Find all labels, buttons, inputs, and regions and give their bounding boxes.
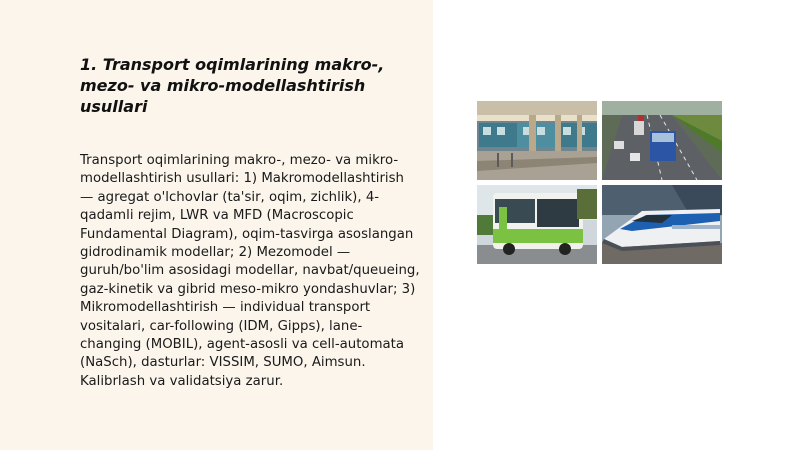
transport-photo-grid xyxy=(477,101,722,264)
highway-traffic-photo xyxy=(602,101,722,180)
city-bus-photo xyxy=(477,185,597,264)
high-speed-train-photo xyxy=(602,185,722,264)
metro-station-photo xyxy=(477,101,597,180)
slide-body-text: Transport oqimlarining makro-, mezo- va mikro-modellashtirish usullari: 1) Makromodellashtirish — agregat o'lchovlar (ta'sir, oqim, zichlik), 4-qadamli rejim, LWR va MFD (Macroscopic Fundamental Diagram), oqim-tasvirga asoslangan gidrodinamik modellar; 2) Mezomodel — guruh/bo'lim asosidagi modellar, navbat/queueing, gaz-kinetik va gibrid meso-mikro yondashuvlar; 3) Mikromodellashtirish — individual transport vositalari, car-following (IDM, Gipps), lane-changing (MOBIL), agent-asosli va cell-automata (NaSch), dasturlar: VISSIM, SUMO, Aimsun. Kalibrlash va validatsiya zarur. xyxy=(80,153,420,389)
slide-title: 1. Transport oqimlarining makro-, mezo- va mikro-modellashtirish usullari xyxy=(80,55,385,116)
